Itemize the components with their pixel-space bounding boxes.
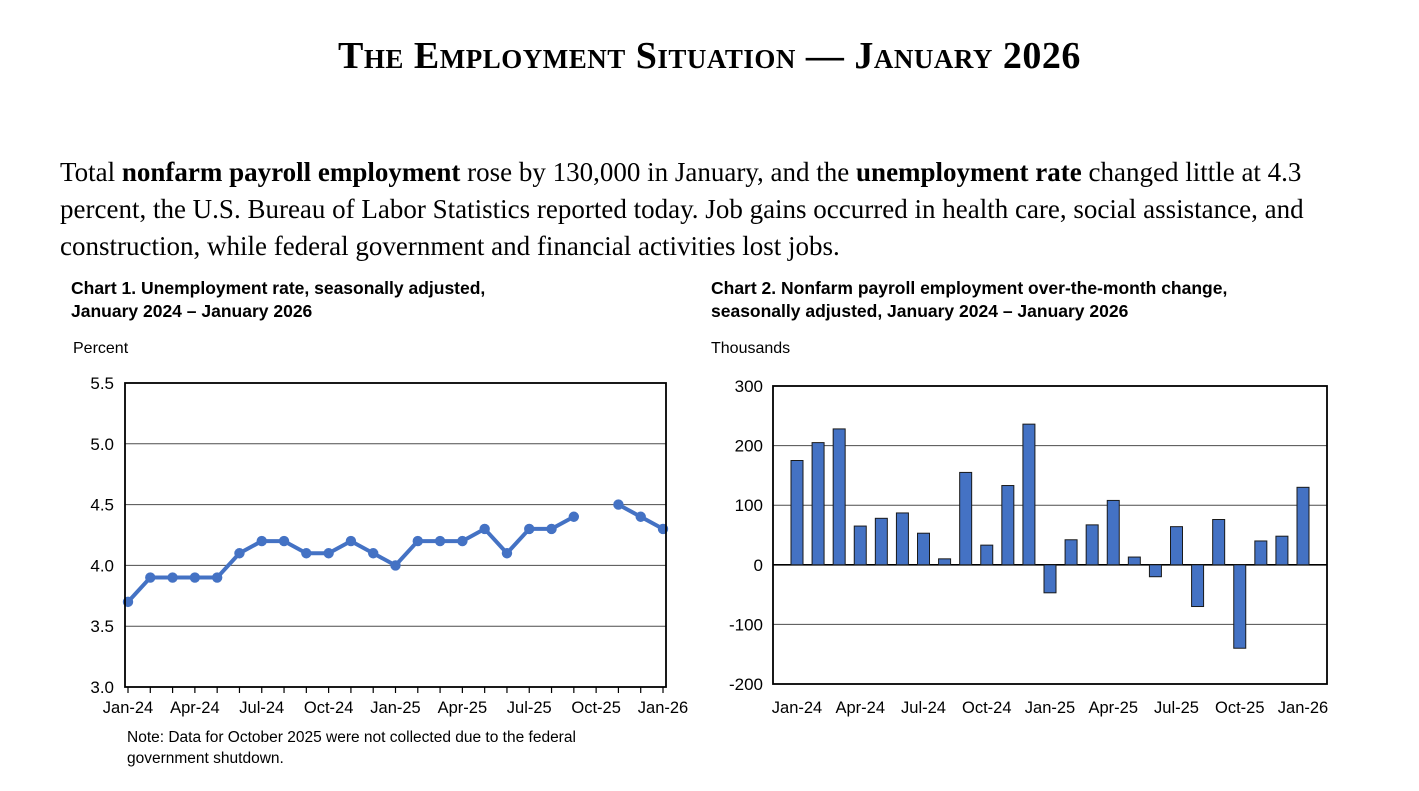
data-bar	[833, 429, 845, 565]
data-bar	[1023, 424, 1035, 565]
data-bar	[960, 472, 972, 564]
x-axis-label: Jan-26	[637, 699, 689, 717]
x-axis-label: Jan-24	[102, 699, 154, 717]
y-axis-label: 4.0	[90, 556, 114, 576]
y-axis-label: 5.5	[90, 374, 114, 393]
x-axis-label: Jul-25	[1154, 699, 1199, 717]
x-axis-label: Oct-25	[1214, 699, 1265, 717]
x-axis-label: Jul-25	[506, 699, 552, 717]
summary-bold-unemployment-rate: unemployment rate	[856, 157, 1082, 187]
x-axis-label: Jan-25	[1024, 699, 1076, 717]
y-axis-label: 3.5	[90, 617, 114, 637]
data-bar	[1149, 565, 1161, 577]
unemployment-rate-chart	[68, 372, 703, 728]
data-point	[457, 536, 467, 546]
chart2-unit-label: Thousands	[711, 340, 791, 357]
chart1-title	[71, 277, 671, 323]
chart1-title-line1: Chart 1. Unemployment rate, seasonally adjusted,	[71, 278, 486, 298]
y-axis-label: -200	[728, 675, 763, 694]
y-axis-label: 0	[753, 555, 763, 575]
data-point	[212, 572, 222, 582]
x-axis-label: Oct-24	[303, 699, 354, 717]
chart1-note-line2: government shutdown.	[127, 750, 284, 767]
data-point	[390, 560, 400, 570]
data-bar	[1002, 486, 1014, 565]
data-bar	[1171, 527, 1183, 565]
y-axis-label: 300	[734, 377, 763, 396]
y-axis-label: 3.0	[90, 678, 114, 697]
data-point	[167, 572, 177, 582]
x-axis-label: Apr-24	[835, 699, 886, 717]
chart1-title-line2: January 2024 – January 2026	[71, 301, 313, 321]
data-point	[502, 548, 512, 558]
data-bar	[1213, 520, 1225, 565]
data-point	[346, 536, 356, 546]
data-bar	[875, 518, 887, 564]
data-point	[569, 512, 579, 522]
data-bar	[1192, 565, 1204, 607]
data-point	[435, 536, 445, 546]
data-bar	[981, 545, 993, 565]
chart1-note-line1: Note: Data for October 2025 were not collected due to the federal	[127, 729, 576, 746]
plot-border	[125, 383, 666, 687]
chart2-title-line2: seasonally adjusted, January 2024 – January 2026	[711, 301, 1129, 321]
data-bar	[1107, 500, 1119, 564]
data-point	[413, 536, 423, 546]
summary-text-3: changed little at 4.3 percent, the U.S. Bureau of Labor Statistics reported today. Job gains occurred in health care, social assistance, and construction, while federal government and financial activities lost jobs.	[60, 157, 1304, 261]
data-bar	[939, 559, 951, 565]
trend-line	[128, 517, 574, 602]
data-bar	[791, 461, 803, 565]
data-bar	[1276, 536, 1288, 565]
data-point	[145, 572, 155, 582]
data-point	[524, 524, 534, 534]
x-axis-label: Apr-24	[170, 699, 220, 717]
data-bar	[918, 533, 930, 565]
chart2-title	[711, 277, 1401, 323]
data-point	[234, 548, 244, 558]
x-axis-label: Apr-25	[437, 699, 488, 717]
data-point	[368, 548, 378, 558]
data-point	[190, 572, 200, 582]
x-axis-label: Jan-24	[771, 699, 823, 717]
chart2-title-line1: Chart 2. Nonfarm payroll employment over-the-month change,	[711, 278, 1228, 298]
data-point	[279, 536, 289, 546]
x-axis-label: Jul-24	[239, 699, 285, 717]
chart1-unit-label: Percent	[73, 340, 129, 357]
y-axis-label: 5.0	[90, 434, 114, 454]
page-title: The Employment Situation — January 2026	[338, 35, 1081, 78]
data-bar	[1128, 557, 1140, 565]
x-axis-label: Jan-25	[370, 699, 421, 717]
data-point	[301, 548, 311, 558]
summary-paragraph	[60, 154, 1375, 265]
x-axis-label: Oct-24	[961, 699, 1012, 717]
y-axis-label: -100	[728, 615, 763, 635]
data-point	[479, 524, 489, 534]
data-bar	[854, 526, 866, 565]
chart1-note	[127, 727, 576, 769]
x-axis-label: Apr-25	[1088, 699, 1139, 717]
data-bar	[1086, 525, 1098, 565]
summary-bold-nonfarm-payroll: nonfarm payroll employment	[121, 157, 461, 187]
data-point	[257, 536, 267, 546]
payroll-change-chart	[711, 372, 1416, 728]
x-axis-label: Jul-24	[901, 699, 946, 717]
data-point	[636, 512, 646, 522]
x-axis-label: Oct-25	[571, 699, 621, 717]
y-axis-label: 200	[734, 436, 763, 456]
y-axis-label: 4.5	[90, 495, 114, 515]
data-bar	[1234, 565, 1246, 648]
data-bar	[1044, 565, 1056, 593]
summary-text-2: rose by 130,000 in January, and the	[460, 157, 857, 187]
data-point	[323, 548, 333, 558]
data-bar	[1297, 487, 1309, 564]
data-bar	[1255, 541, 1267, 565]
data-bar	[896, 513, 908, 565]
data-point	[546, 524, 556, 534]
x-axis-label: Jan-26	[1277, 699, 1329, 717]
y-axis-label: 100	[734, 496, 763, 516]
data-bar	[812, 443, 824, 565]
data-bar	[1065, 540, 1077, 565]
summary-text-1: Total	[60, 157, 122, 187]
data-point	[613, 499, 623, 509]
